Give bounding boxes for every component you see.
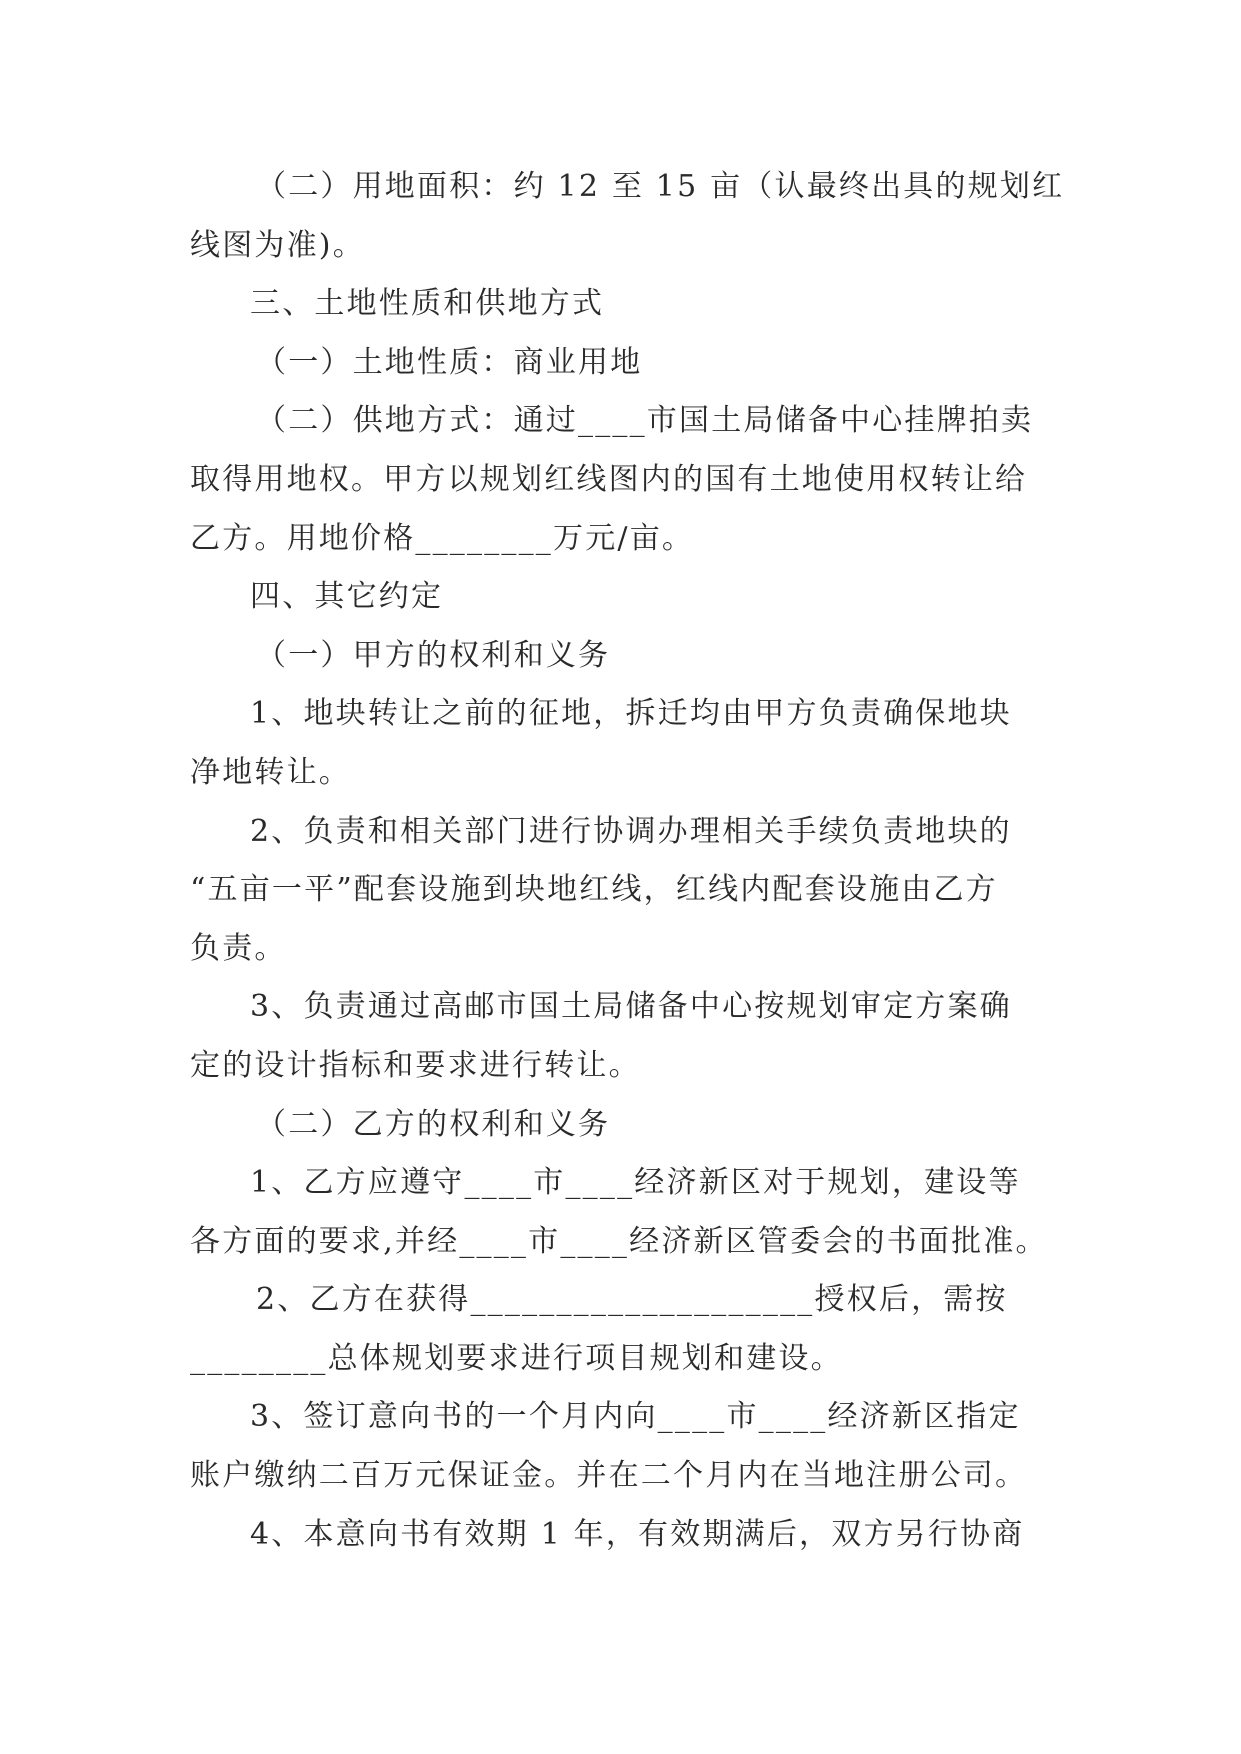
subsection-heading: （一）甲方的权利和义务: [256, 637, 611, 673]
paragraph-line: （二）供地方式：通过____市国土局储备中心挂牌拍卖: [256, 403, 1034, 439]
section-heading: 三、土地性质和供地方式: [250, 286, 605, 322]
paragraph-line: 各方面的要求,并经____市____经济新区管委会的书面批准。: [190, 1223, 1048, 1259]
subsection-heading: （二）乙方的权利和义务: [256, 1106, 611, 1142]
paragraph-line: 取得用地权。甲方以规划红线图内的国有土地使用权转让给: [190, 461, 1028, 497]
paragraph-line: 3、负责通过高邮市国土局储备中心按规划审定方案确: [250, 989, 1012, 1025]
paragraph-line: （二）用地面积：约 12 至 15 亩（认最终出具的规划红: [256, 169, 1065, 204]
paragraph-line: 负责。: [190, 930, 287, 966]
paragraph-line: 1、地块转让之前的征地，拆迁均由甲方负责确保地块: [250, 696, 1012, 732]
paragraph-line: ________总体规划要求进行项目规划和建设。: [190, 1340, 843, 1376]
paragraph-line: 1、乙方应遵守____市____经济新区对于规划，建设等: [250, 1165, 1021, 1201]
paragraph-line: “五亩一平”配套设施到块地红线，红线内配套设施由乙方: [190, 872, 998, 908]
paragraph-line: 定的设计指标和要求进行转让。: [190, 1047, 641, 1083]
subsection-heading: （一）土地性质：商业用地: [256, 344, 643, 380]
paragraph-line: 乙方。用地价格________万元/亩。: [190, 520, 695, 556]
document-body: [190, 158, 1065, 1564]
paragraph-line: 4、本意向书有效期 1 年，有效期满后，双方另行协商: [250, 1516, 1025, 1552]
paragraph-line: 2、负责和相关部门进行协调办理相关手续负责地块的: [250, 813, 1012, 849]
paragraph-line: 2、乙方在获得____________________授权后，需按: [256, 1282, 1008, 1318]
paragraph-line: 净地转让。: [190, 754, 351, 790]
paragraph-line: 3、签订意向书的一个月内向____市____经济新区指定: [250, 1399, 1021, 1435]
paragraph-line: 线图为准)。: [190, 227, 365, 263]
section-heading: 四、其它约定: [250, 579, 444, 615]
paragraph-line: 账户缴纳二百万元保证金。并在二个月内在当地注册公司。: [190, 1458, 1028, 1494]
